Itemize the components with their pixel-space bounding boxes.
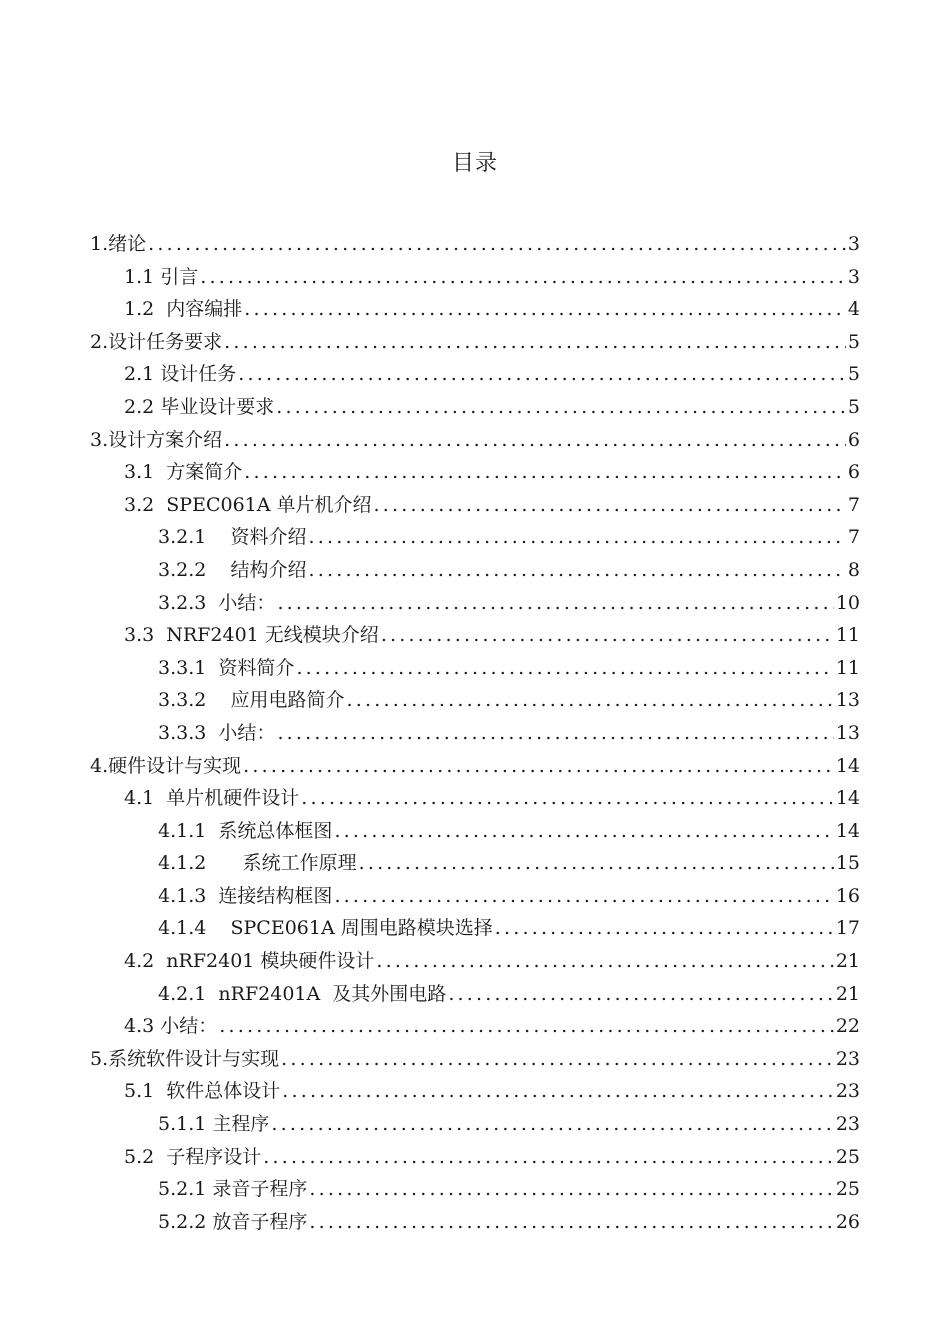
toc-entry-page-number: 22	[835, 1015, 860, 1038]
toc-entry[interactable]	[90, 456, 860, 489]
toc-entry[interactable]	[90, 945, 860, 978]
toc-entry-page-number: 3	[847, 265, 860, 288]
toc-dot-leader	[263, 1141, 834, 1174]
toc-entry[interactable]	[90, 293, 860, 326]
toc-dot-leader	[219, 1010, 834, 1043]
toc-entry-label: 4.1.1 系统总体框图	[158, 819, 333, 842]
toc-entry-page-number: 23	[835, 1080, 860, 1103]
toc-dot-leader	[277, 717, 833, 750]
toc-entry-page-number: 11	[835, 656, 860, 679]
toc-entry-label: 3.2.1 资料介绍	[158, 526, 307, 549]
toc-entry[interactable]	[90, 1010, 860, 1043]
toc-entry-label: 3.2 SPEC061A 单片机介绍	[124, 493, 372, 516]
toc-entry-label: 1.2 内容编排	[124, 298, 243, 321]
toc-entry[interactable]	[90, 880, 860, 913]
toc-entry[interactable]	[90, 358, 860, 391]
toc-entry-label: 5.2 子程序设计	[124, 1145, 262, 1168]
toc-entry-page-number: 13	[835, 689, 860, 712]
toc-entry-page-number: 13	[835, 721, 860, 744]
toc-entry[interactable]	[90, 1141, 860, 1174]
toc-entry-label: 4.1 单片机硬件设计	[124, 787, 300, 810]
toc-entry-page-number: 14	[835, 754, 860, 777]
toc-entry-page-number: 11	[835, 624, 860, 647]
toc-entry[interactable]	[90, 228, 860, 261]
toc-entry-label: 4.2.1 nRF2401A 及其外围电路	[158, 982, 447, 1005]
toc-entry[interactable]	[90, 717, 860, 750]
toc-entry-label: 4.1.3 连接结构框图	[158, 884, 333, 907]
toc-dot-leader	[448, 978, 834, 1011]
toc-entry[interactable]	[90, 521, 860, 554]
toc-entry-page-number: 6	[847, 461, 860, 484]
toc-entry[interactable]	[90, 326, 860, 359]
toc-entry-label: 2.设计任务要求	[90, 330, 223, 353]
toc-entry-page-number: 5	[847, 330, 860, 353]
toc-entry-page-number: 8	[847, 558, 860, 581]
toc-entry-label: 1.1 引言	[124, 265, 199, 288]
toc-dot-leader	[281, 1043, 834, 1076]
toc-entry-page-number: 21	[835, 950, 860, 973]
toc-entry[interactable]	[90, 912, 860, 945]
toc-entry-label: 4.1.2 系统工作原理	[158, 852, 357, 875]
toc-entry-label: 3.3.1 资料简介	[158, 656, 295, 679]
toc-entry-page-number: 14	[835, 819, 860, 842]
toc-dot-leader	[296, 652, 833, 685]
toc-entry-page-number: 25	[835, 1145, 860, 1168]
toc-dot-leader	[347, 684, 834, 717]
toc-entry-page-number: 26	[835, 1210, 860, 1233]
toc-entry[interactable]	[90, 750, 860, 783]
toc-entry[interactable]	[90, 1043, 860, 1076]
toc-entry-label: 3.3.3 小结：	[158, 721, 276, 744]
toc-entry[interactable]	[90, 1075, 860, 1108]
toc-entry-label: 2.2 毕业设计要求	[124, 395, 275, 418]
toc-entry[interactable]	[90, 424, 860, 457]
toc-dot-leader	[495, 912, 834, 945]
toc-entry-label: 3.3.2 应用电路简介	[158, 689, 345, 712]
toc-dot-leader	[244, 293, 846, 326]
toc-entry[interactable]	[90, 847, 860, 880]
toc-entry[interactable]	[90, 652, 860, 685]
toc-entry-label: 3.1 方案简介	[124, 461, 243, 484]
toc-entry-page-number: 25	[835, 1178, 860, 1201]
toc-entry[interactable]	[90, 684, 860, 717]
toc-entry[interactable]	[90, 1173, 860, 1206]
toc-entry-page-number: 4	[847, 298, 860, 321]
toc-entry-page-number: 23	[835, 1113, 860, 1136]
toc-dot-leader	[309, 1173, 833, 1206]
toc-entry-page-number: 7	[847, 493, 860, 516]
toc-entry-label: 5.1.1 主程序	[158, 1113, 270, 1136]
toc-entry-page-number: 3	[847, 233, 860, 255]
toc-entry[interactable]	[90, 391, 860, 424]
toc-entry-page-number: 23	[835, 1047, 860, 1070]
toc-title: 目录	[451, 151, 498, 176]
toc-entry-label: 3.2.3 小结：	[158, 591, 276, 614]
toc-dot-leader	[224, 424, 846, 457]
toc-entry[interactable]	[90, 587, 860, 620]
toc-dot-leader	[271, 1108, 833, 1141]
toc-dot-leader	[277, 587, 833, 620]
toc-entry-label: 4.硬件设计与实现	[90, 754, 242, 777]
toc-dot-leader	[376, 945, 833, 978]
toc-entry-page-number: 7	[847, 526, 860, 549]
toc-entry-label: 4.1.4 SPCE061A 周围电路模块选择	[158, 917, 493, 940]
toc-entry-label: 4.3 小结：	[124, 1015, 218, 1038]
toc-dot-leader	[148, 228, 846, 261]
toc-entry-label: 3.设计方案介绍	[90, 428, 223, 451]
toc-entry-label: 5.1 软件总体设计	[124, 1080, 281, 1103]
toc-entry-page-number: 16	[835, 884, 860, 907]
toc-entry-label: 5.2.1 录音子程序	[158, 1178, 308, 1201]
toc-dot-leader	[309, 1206, 833, 1239]
toc-dot-leader	[309, 521, 846, 554]
toc-entry-label: 1.绪论	[90, 233, 147, 255]
toc-entry-label: 5.系统软件设计与实现	[90, 1047, 280, 1070]
toc-dot-leader	[334, 880, 833, 913]
toc-dot-leader	[334, 815, 833, 848]
toc-dot-leader	[238, 358, 846, 391]
toc-dot-leader	[244, 456, 846, 489]
toc-entry[interactable]	[90, 978, 860, 1011]
toc-entry-page-number: 21	[835, 982, 860, 1005]
toc-entry-label: 4.2 nRF2401 模块硬件设计	[124, 950, 375, 973]
toc-dot-leader	[224, 326, 846, 359]
toc-dot-leader	[301, 782, 834, 815]
toc-entry[interactable]	[90, 1108, 860, 1141]
toc-entry[interactable]	[90, 782, 860, 815]
toc-entry-page-number: 6	[847, 428, 860, 451]
toc-entry-page-number: 14	[835, 787, 860, 810]
toc-dot-leader	[309, 554, 846, 587]
toc-entry-label: 2.1 设计任务	[124, 363, 237, 386]
toc-entry[interactable]	[90, 554, 860, 587]
toc-entry-label: 5.2.2 放音子程序	[158, 1210, 308, 1233]
toc-entry-page-number: 10	[835, 591, 860, 614]
toc-entry-page-number: 15	[835, 852, 860, 875]
toc-entry-label: 3.3 NRF2401 无线模块介绍	[124, 624, 379, 647]
toc-dot-leader	[381, 619, 834, 652]
toc-entry[interactable]	[90, 489, 860, 522]
toc-entry[interactable]	[90, 815, 860, 848]
toc-dot-leader	[243, 750, 834, 783]
toc-entry[interactable]	[90, 1206, 860, 1239]
toc-entry[interactable]	[90, 619, 860, 652]
toc-dot-leader	[276, 391, 846, 424]
toc-dot-leader	[282, 1075, 834, 1108]
toc-entry-page-number: 5	[847, 395, 860, 418]
toc-entry-page-number: 17	[835, 917, 860, 940]
toc-dot-leader	[374, 489, 846, 522]
toc-entry-label: 3.2.2 结构介绍	[158, 558, 307, 581]
toc-dot-leader	[359, 847, 834, 880]
toc-entry-page-number: 5	[847, 363, 860, 386]
toc-dot-leader	[200, 261, 846, 294]
table-of-contents	[90, 228, 860, 1238]
toc-entry[interactable]	[90, 261, 860, 294]
